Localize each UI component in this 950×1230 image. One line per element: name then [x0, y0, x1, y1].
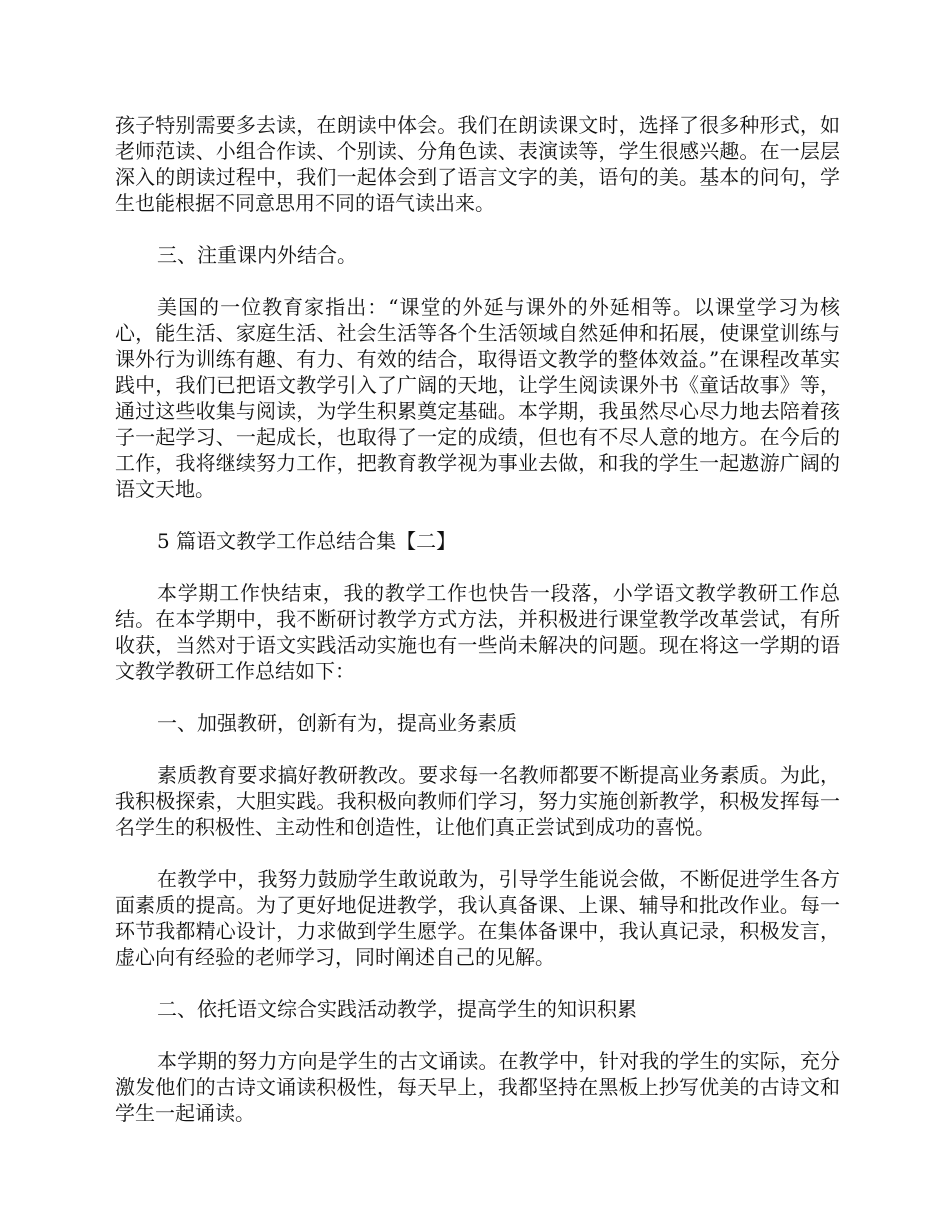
heading-section-one: 一、加强教研，创新有为，提高业务素质: [157, 711, 517, 735]
paragraph-inside-outside-class: 美国的一位教育家指出：“课堂的外延与课外的外延相等。以课堂学习为核心，能生活、家庭生活、社会生活等各个生活领域自然延伸和拓展，使课堂训练与课外行为训练有趣、有力、有效的结合，取得语文教学的整体效益。”在课程改革实践中，我们已把语文教学引入了广阔的天地，让学生阅读课外书《童话故事》等，通过这些收集与阅读，为学生积累奠定基础。本学期，我虽然尽心尽力地去陪着孩子一起学习、一起成长，也取得了一定的成绩，但也有不尽人意的地方。在今后的工作，我将继续努力工作，把教育教学视为事业去做，和我的学生一起遨游广阔的语文天地。: [115, 295, 840, 501]
paragraph-quality-education: 素质教育要求搞好教研教改。要求每一名教师都要不断提高业务素质。为此，我积极探索，大胆实践。我积极向教师们学习，努力实施创新教学，积极发挥每一名学生的积极性、主动性和创造性，让他们真正尝试到成功的喜悦。: [115, 763, 840, 839]
document-page: [115, 112, 840, 1152]
heading-section-two: 二、依托语文综合实践活动教学，提高学生的知识积累: [157, 997, 637, 1021]
paragraph-classical-reading: 本学期的努力方向是学生的古文诵读。在教学中，针对我的学生的实际，充分激发他们的古诗文诵读积极性，每天早上，我都坚持在黑板上抄写优美的古诗文和学生一起诵读。: [115, 1049, 840, 1125]
heading-section-three: 三、注重课内外结合。: [157, 243, 357, 267]
paragraph-reading-practice: 孩子特别需要多去读，在朗读中体会。我们在朗读课文时，选择了很多种形式，如老师范读、小组合作读、个别读、分角色读、表演读等，学生很感兴趣。在一层层深入的朗读过程中，我们一起体会到了语言文字的美，语句的美。基本的问句，学生也能根据不同意思用不同的语气读出来。: [115, 113, 840, 215]
paragraph-semester-summary: 本学期工作快结束，我的教学工作也快告一段落，小学语文教学教研工作总结。在本学期中，我不断研讨教学方式方法，并积极进行课堂教学改革尝试，有所收获，当然对于语文实践活动实施也有一些尚未解决的问题。现在将这一学期的语文教学教研工作总结如下：: [115, 581, 840, 683]
heading-collection-part-two: 5 篇语文教学工作总结合集【二】: [157, 529, 457, 553]
paragraph-teaching-practice: 在教学中，我努力鼓励学生敢说敢为，引导学生能说会做，不断促进学生各方面素质的提高。为了更好地促进教学，我认真备课、上课、辅导和批改作业。每一环节我都精心设计，力求做到学生愿学。在集体备课中，我认真记录，积极发言，虚心向有经验的老师学习，同时阐述自己的见解。: [115, 867, 840, 969]
